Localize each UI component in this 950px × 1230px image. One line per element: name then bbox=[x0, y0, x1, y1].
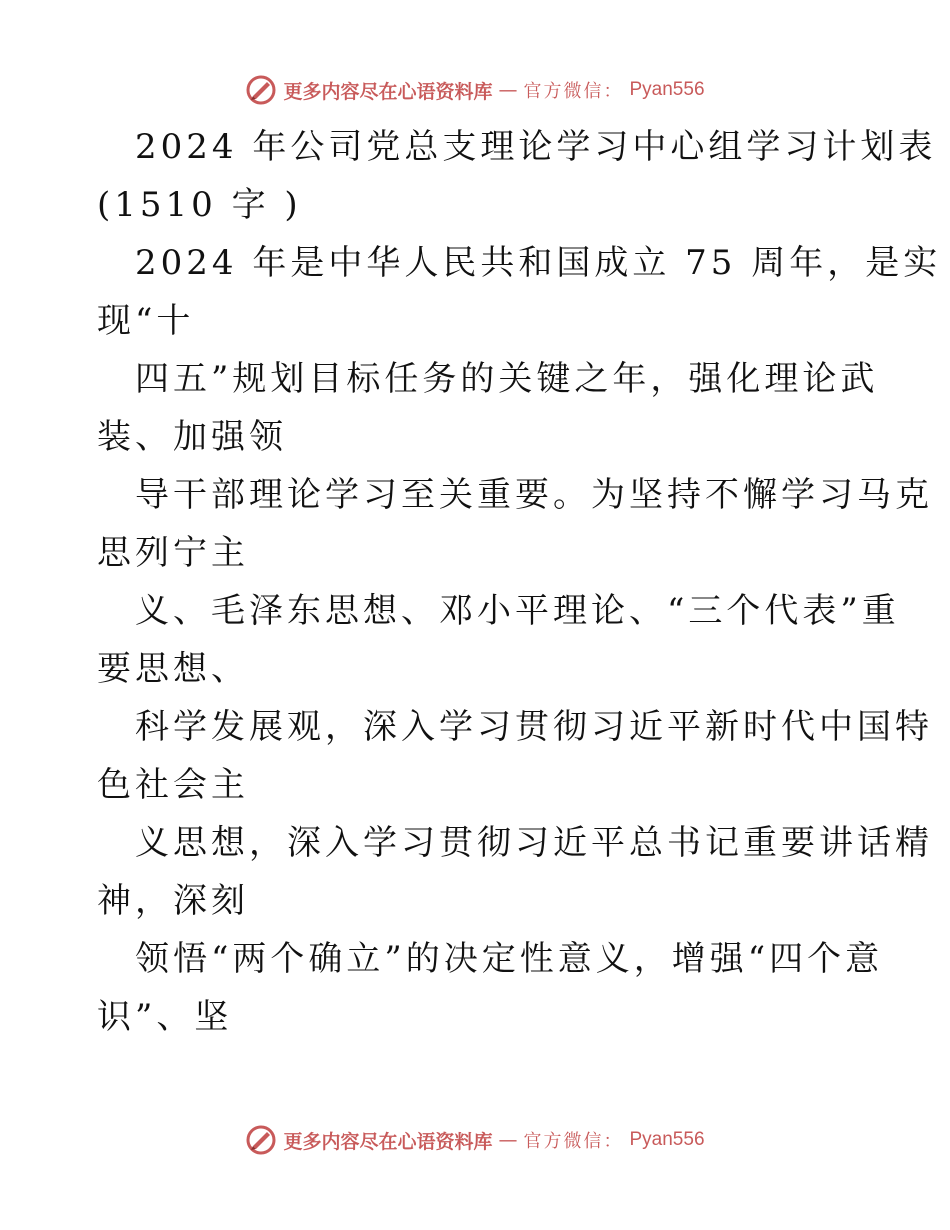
paragraph-line: 装、加强领 bbox=[97, 417, 287, 457]
document-title-wordcount: (1510 字 ) bbox=[97, 185, 302, 225]
paragraph-line: 现“十 bbox=[97, 301, 195, 341]
pen-logo-icon bbox=[245, 1124, 277, 1156]
pen-logo-icon bbox=[245, 74, 277, 106]
watermark-brand: 更多内容尽在心语资料库 bbox=[283, 80, 493, 103]
paragraph-line: 科学发展观，深入学习贯彻习近平新时代中国特 bbox=[135, 707, 933, 747]
paragraph-line: 思列宁主 bbox=[97, 533, 249, 573]
watermark-official-label: 官方微信： bbox=[523, 1131, 624, 1152]
paragraph-line: 2024 年是中华人民共和国成立 75 周年，是实 bbox=[135, 243, 942, 283]
header-watermark bbox=[0, 70, 950, 110]
paragraph-line: 色社会主 bbox=[97, 765, 249, 805]
paragraph-line: 四五”规划目标任务的关键之年，强化理论武 bbox=[135, 359, 879, 399]
watermark-dash: — bbox=[498, 1129, 518, 1151]
watermark-brand: 更多内容尽在心语资料库 bbox=[283, 1130, 493, 1153]
footer-watermark bbox=[0, 1120, 950, 1160]
paragraph-line: 神，深刻 bbox=[97, 881, 249, 921]
paragraph-line: 导干部理论学习至关重要。为坚持不懈学习马克 bbox=[135, 475, 933, 515]
watermark-dash: — bbox=[498, 79, 518, 101]
paragraph-line: 领悟“两个确立”的决定性意义，增强“四个意 bbox=[135, 939, 884, 979]
paragraph-line: 义思想，深入学习贯彻习近平总书记重要讲话精 bbox=[135, 823, 933, 863]
paragraph-line: 义、毛泽东思想、邓小平理论、“三个代表”重 bbox=[135, 591, 900, 631]
paragraph-line: 要思想、 bbox=[97, 649, 249, 689]
paragraph-line: 识”、坚 bbox=[97, 997, 233, 1037]
watermark-wechat-id: Pyan556 bbox=[629, 1129, 705, 1150]
document-body bbox=[97, 118, 942, 1046]
watermark-official-label: 官方微信： bbox=[523, 81, 624, 102]
document-title: 2024 年公司党总支理论学习中心组学习计划表 bbox=[135, 127, 937, 167]
watermark-wechat-id: Pyan556 bbox=[629, 79, 705, 100]
